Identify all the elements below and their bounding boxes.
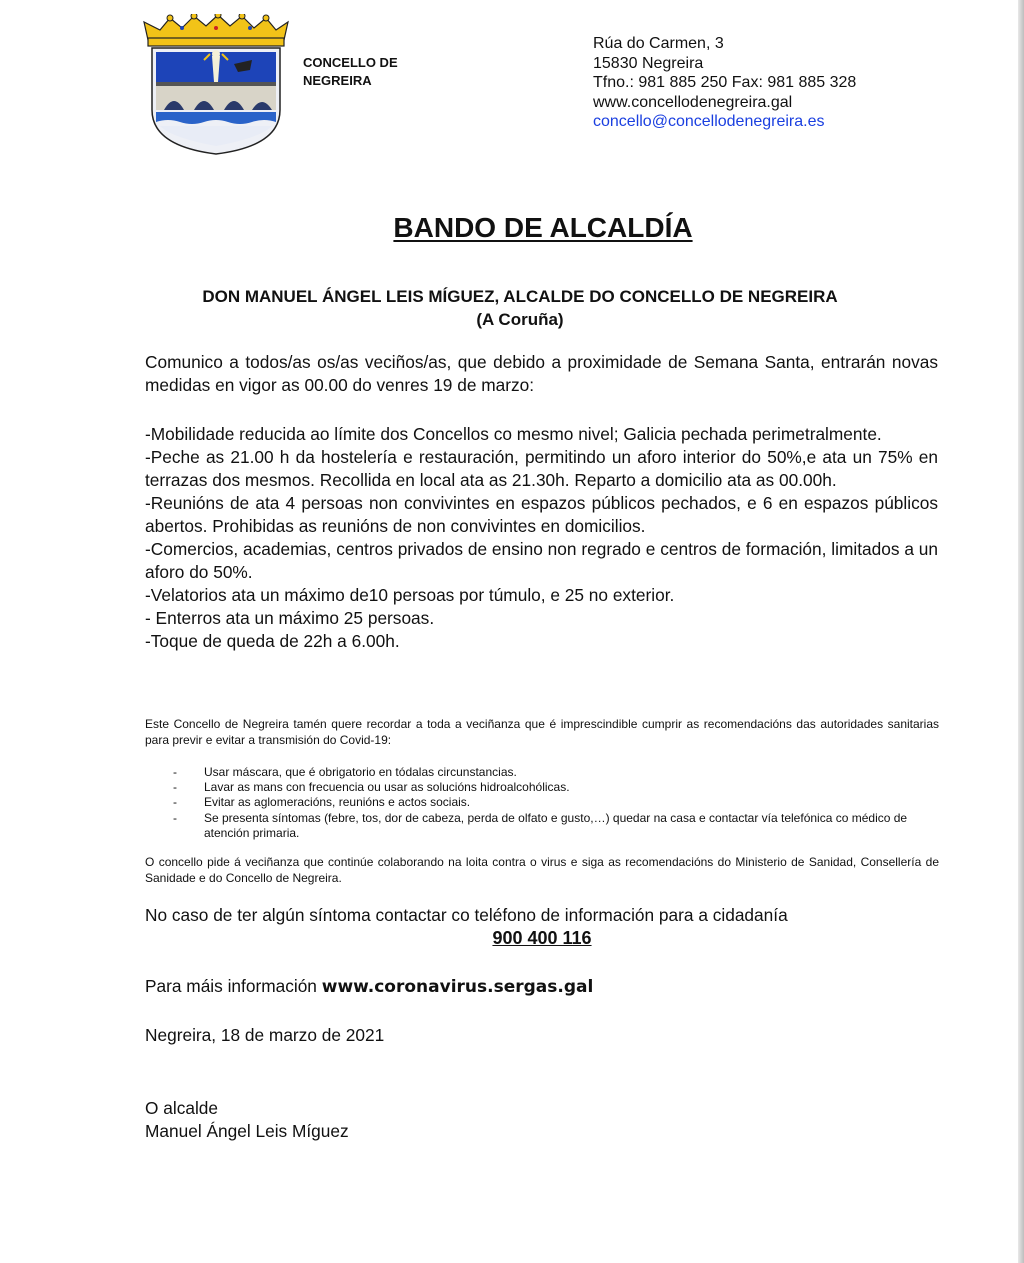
crown-icon: [144, 14, 288, 46]
final-note: [145, 855, 939, 886]
measure-item: -Peche as 21.00 h da hostelería e restauración, permitindo un aforo interior do 50%,e ata un 75% en terrazas dos mesmos. Recollida en local ata as 21.30h. Reparto a domicilio ata as 00.00h.: [145, 447, 938, 490]
final-note-text: O concello pide á veciñanza que continúe colaborando na loita contra o virus e siga as recomendacións do Ministerio de Sanidad, Consellería de Sanidade e do Concello de Negreira.: [145, 855, 939, 885]
bullet-dash: -: [173, 780, 177, 795]
bullet-dash: -: [173, 765, 177, 779]
more-info-url-link[interactable]: www.coronavirus.sergas.gal: [321, 977, 594, 997]
document-title-text: BANDO DE ALCALDÍA: [393, 212, 693, 243]
mayor-heading-line2: (A Coruña): [476, 310, 564, 329]
signature-block: [145, 1097, 349, 1143]
measure-item: -Velatorios ata un máximo de10 persoas por túmulo, e 25 no exterior.: [145, 585, 675, 605]
contact-address-block: [593, 34, 856, 132]
address-phone-fax: Tfno.: 981 885 250 Fax: 981 885 328: [593, 74, 857, 91]
document-title: [0, 212, 1024, 244]
intro-paragraph: [145, 351, 938, 397]
list-item: [173, 795, 940, 810]
measure-item: - Enterros ata un máximo 25 persoas.: [145, 608, 435, 628]
signature-role: O alcalde: [145, 1098, 219, 1118]
contact-phone: [0, 927, 1024, 950]
list-item: [173, 765, 940, 780]
address-city: 15830 Negreira: [593, 54, 704, 72]
mayor-heading: [95, 285, 945, 331]
address-street: Rúa do Carmen, 3: [593, 35, 724, 52]
measure-item: -Toque de queda de 22h a 6.00h.: [145, 631, 400, 651]
page-edge: [1018, 0, 1024, 1263]
measure-item: -Reunións de ata 4 persoas non convivintes en espazos públicos pechados, e 6 en espazos públicos abertos. Prohibidas as reunións de non convivintes en domicilios.: [145, 493, 938, 536]
shield-icon: [152, 48, 280, 154]
recommend-intro-text: Este Concello de Negreira tamén quere recordar a toda a veciñanza que é imprescindible cumprir as recomendacións das autoridades sanitarias para previr e evitar a transmisión do Covid-19:: [145, 717, 939, 747]
measure-item: -Comercios, academias, centros privados de ensino non regrado e centros de formación, limitados a un aforo do 50%.: [145, 539, 938, 582]
list-item: [173, 780, 940, 795]
date-line: Negreira, 18 de marzo de 2021: [145, 1025, 385, 1045]
intro-text: Comunico a todos/as os/as veciños/as, que debido a proximidade de Semana Santa, entrarán novas medidas en vigor as 00.00 do venres 19 de marzo:: [145, 352, 938, 395]
bullet-dash: -: [173, 795, 177, 810]
recommendation-text: Evitar as aglomeracións, reunións e actos sociais.: [204, 795, 471, 810]
bullet-dash: -: [173, 810, 177, 825]
address-website: www.concellodenegreira.gal: [593, 93, 793, 111]
list-item: [173, 811, 940, 841]
municipal-crest-logo: [134, 14, 294, 156]
org-name: [303, 54, 443, 90]
contact-phone-number[interactable]: 900 400 116: [492, 928, 592, 948]
address-email-link[interactable]: concello@concellodenegreira.es: [593, 113, 825, 130]
mayor-heading-line1: DON MANUEL ÁNGEL LEIS MÍGUEZ, ALCALDE DO CONCELLO DE NEGREIRA: [202, 287, 838, 306]
signature-name: Manuel Ángel Leis Míguez: [145, 1121, 349, 1141]
org-name-line1: CONCELLO DE: [303, 55, 398, 70]
recommendation-text: Lavar as mans con frecuencia ou usar as solucións hidroalcohólicas.: [204, 780, 570, 795]
more-info: [145, 975, 593, 999]
recommendation-text: Se presenta síntomas (febre, tos, dor de cabeza, perda de olfato e gusto,…) quedar na casa e contactar vía telefónica co médico de atención primaria.: [204, 810, 908, 840]
measure-item: -Mobilidade reducida ao límite dos Concellos co mesmo nivel; Galicia pechada perimetralmente.: [145, 424, 882, 444]
recommend-intro: [145, 717, 939, 748]
recommendation-text: Usar máscara, que é obrigatorio en tódalas circunstancias.: [204, 765, 517, 779]
recommendations-list: [173, 765, 940, 841]
measures-list: [145, 423, 938, 653]
more-info-prefix: Para máis información: [145, 976, 322, 996]
org-name-line2: NEGREIRA: [303, 73, 372, 88]
contact-text: No caso de ter algún síntoma contactar co teléfono de información para a cidadanía: [145, 905, 788, 925]
